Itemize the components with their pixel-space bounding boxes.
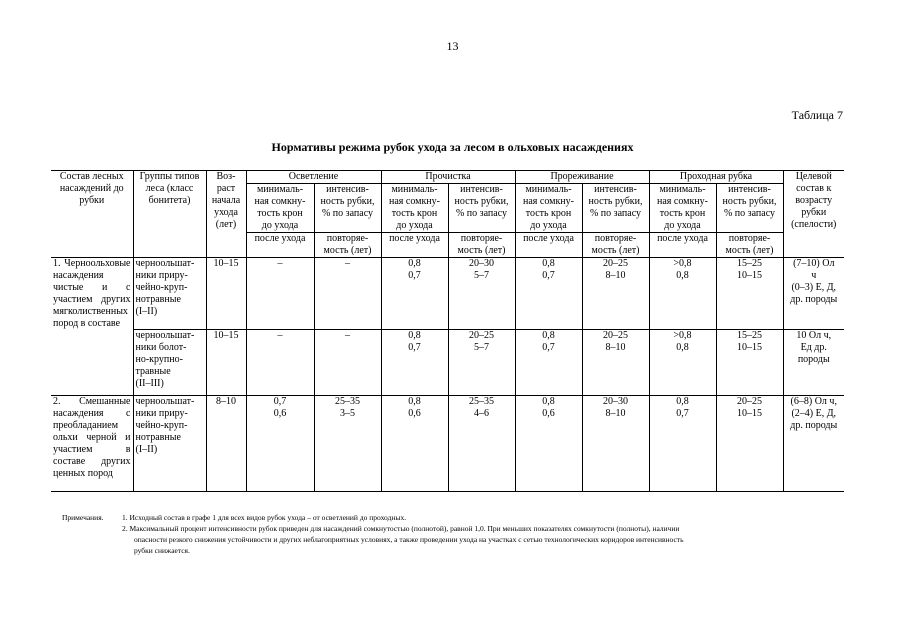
header-age: Воз- раст начала ухода (лет) bbox=[206, 171, 246, 258]
page-number: 13 bbox=[446, 39, 459, 53]
age-cell: 10–15 bbox=[206, 258, 246, 330]
target-cell: (7–10) Ол ч (0–3) Е, Д, др. породы bbox=[783, 258, 844, 330]
prorezhivanie-density-cell: 0,8 0,6 bbox=[515, 396, 582, 492]
note-2-line-2: опасности резкого снижения устойчивости и других неблагоприятных условиях, а также проведении ухода на участках с сетью технологических коридоров интенсивность bbox=[134, 535, 684, 544]
osvetlenie-density-cell: – bbox=[246, 330, 314, 396]
forest-type-cell: черноольшат- ники приру- чейно-круп- нотравные (I–II) bbox=[133, 396, 206, 492]
header-after: после ухода bbox=[649, 233, 716, 258]
target-cell: (6–8) Ол ч, (2–4) Е, Д, др. породы bbox=[783, 396, 844, 492]
note-1: 1. Исходный состав в графе 1 для всех видов рубок ухода – от осветлений до проходных. bbox=[122, 513, 407, 522]
header-min-density: минималь- ная сомкну- тость крон до ухода bbox=[649, 184, 716, 233]
header-forest-types: Группы типов леса (класс бонитета) bbox=[133, 171, 206, 258]
header-repeat: повторяе- мость (лет) bbox=[448, 233, 515, 258]
prorezhivanie-intensity-cell: 20–30 8–10 bbox=[582, 396, 649, 492]
header-row-1 bbox=[51, 171, 844, 184]
osvetlenie-density-cell: – bbox=[246, 258, 314, 330]
header-min-density: минималь- ная сомкну- тость крон до ухода bbox=[246, 184, 314, 233]
prokhodnaya-density-cell: >0,8 0,8 bbox=[649, 258, 716, 330]
prokhodnaya-intensity-cell: 20–25 10–15 bbox=[716, 396, 783, 492]
prokhodnaya-intensity-cell: 15–25 10–15 bbox=[716, 258, 783, 330]
prochistka-density-cell: 0,8 0,7 bbox=[381, 330, 448, 396]
header-composition: Состав лесных насаждений до рубки bbox=[51, 171, 133, 258]
document-title: Нормативы режима рубок ухода за лесом в ольховых насаждениях bbox=[271, 140, 634, 154]
table-row bbox=[51, 258, 844, 330]
composition-cell: 1. Черноольховые насаждения чистые и с участием других мягколиственных пород в составе bbox=[51, 258, 133, 396]
notes bbox=[62, 512, 862, 556]
header-repeat: повторяе- мость (лет) bbox=[582, 233, 649, 258]
header-prochistka: Прочистка bbox=[381, 171, 515, 184]
prorezhivanie-density-cell: 0,8 0,7 bbox=[515, 258, 582, 330]
header-after: после ухода bbox=[246, 233, 314, 258]
forest-type-cell: черноольшат- ники болот- но-крупно- травные (II–III) bbox=[133, 330, 206, 396]
table-row bbox=[51, 396, 844, 492]
composition-cell: 2. Смешанные насаждения с преобладанием ольхи черной и участием в составе других ценных пород bbox=[51, 396, 133, 492]
header-intensity: интенсив- ность рубки, % по запасу bbox=[314, 184, 381, 233]
header-prokhodnaya: Проходная рубка bbox=[649, 171, 783, 184]
age-cell: 10–15 bbox=[206, 330, 246, 396]
osvetlenie-intensity-cell: – bbox=[314, 258, 381, 330]
header-intensity: интенсив- ность рубки, % по запасу bbox=[582, 184, 649, 233]
table-row bbox=[51, 330, 844, 396]
header-repeat: повторяе- мость (лет) bbox=[314, 233, 381, 258]
prochistka-intensity-cell: 20–30 5–7 bbox=[448, 258, 515, 330]
header-repeat: повторяе- мость (лет) bbox=[716, 233, 783, 258]
osvetlenie-density-cell: 0,7 0,6 bbox=[246, 396, 314, 492]
table-label: Таблица 7 bbox=[791, 108, 843, 122]
header-prorezhivanie: Прореживание bbox=[515, 171, 649, 184]
prorezhivanie-density-cell: 0,8 0,7 bbox=[515, 330, 582, 396]
header-min-density: минималь- ная сомкну- тость крон до ухода bbox=[515, 184, 582, 233]
prorezhivanie-intensity-cell: 20–25 8–10 bbox=[582, 258, 649, 330]
notes-label: Примечания. bbox=[62, 513, 104, 522]
norms-table bbox=[51, 170, 844, 492]
prokhodnaya-density-cell: 0,8 0,7 bbox=[649, 396, 716, 492]
header-target: Целевой состав к возрасту рубки (спелости) bbox=[783, 171, 844, 258]
age-cell: 8–10 bbox=[206, 396, 246, 492]
target-cell: 10 Ол ч, Ед др. породы bbox=[783, 330, 844, 396]
note-2-line-1: 2. Максимальный процент интенсивности рубок приведен для насаждений сомкнутостью (полнотой), равной 1,0. При меньших показателях сомкнутости (полноты), наличии bbox=[122, 524, 680, 533]
forest-type-cell: черноольшат- ники приру- чейно-круп- нотравные (I–II) bbox=[133, 258, 206, 330]
prokhodnaya-density-cell: >0,8 0,8 bbox=[649, 330, 716, 396]
header-after: после ухода bbox=[515, 233, 582, 258]
prochistka-intensity-cell: 25–35 4–6 bbox=[448, 396, 515, 492]
header-after: после ухода bbox=[381, 233, 448, 258]
header-min-density: минималь- ная сомкну- тость крон до ухода bbox=[381, 184, 448, 233]
prokhodnaya-intensity-cell: 15–25 10–15 bbox=[716, 330, 783, 396]
prorezhivanie-intensity-cell: 20–25 8–10 bbox=[582, 330, 649, 396]
osvetlenie-intensity-cell: – bbox=[314, 330, 381, 396]
osvetlenie-intensity-cell: 25–35 3–5 bbox=[314, 396, 381, 492]
header-osvetlenie: Осветление bbox=[246, 171, 381, 184]
header-intensity: интенсив- ность рубки, % по запасу bbox=[716, 184, 783, 233]
prochistka-density-cell: 0,8 0,6 bbox=[381, 396, 448, 492]
note-2-line-3: рубки снижается. bbox=[134, 546, 190, 555]
prochistka-intensity-cell: 20–25 5–7 bbox=[448, 330, 515, 396]
header-intensity: интенсив- ность рубки, % по запасу bbox=[448, 184, 515, 233]
prochistka-density-cell: 0,8 0,7 bbox=[381, 258, 448, 330]
